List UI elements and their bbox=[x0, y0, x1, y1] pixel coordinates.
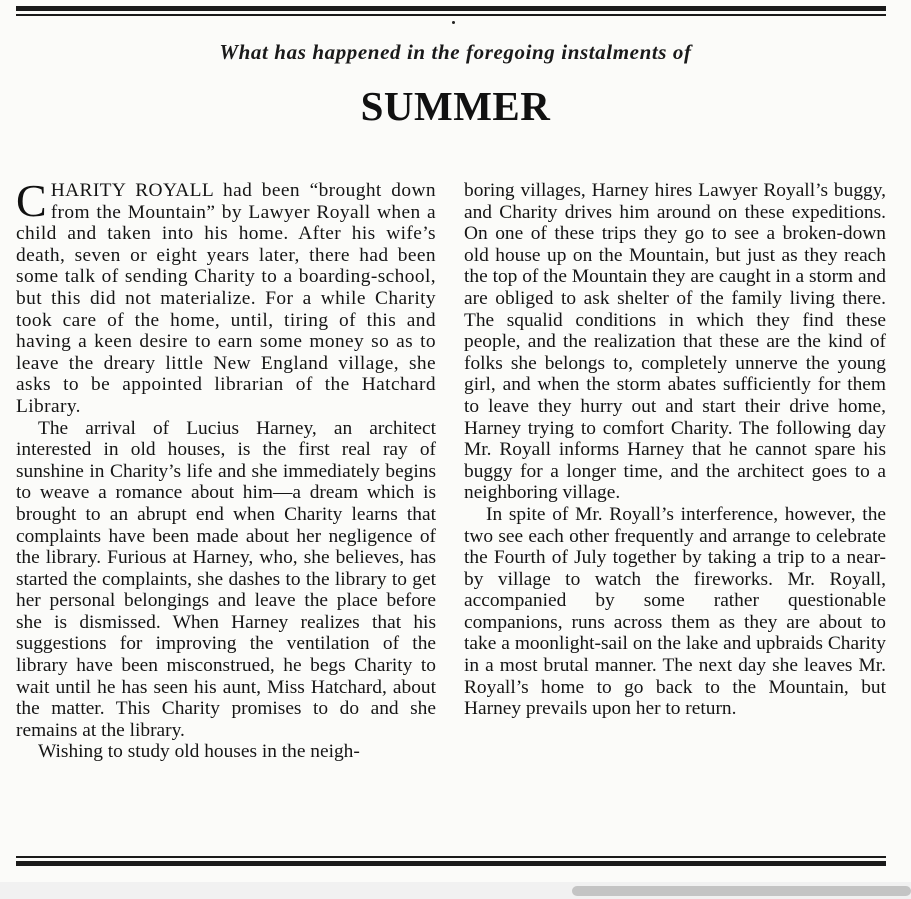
synopsis-kicker: What has happened in the foregoing instalments of bbox=[219, 40, 692, 64]
story-title: SUMMER bbox=[360, 83, 551, 129]
print-speck bbox=[452, 21, 455, 24]
paragraph-fourth-of-july: In spite of Mr. Royall’s interference, however, the two see each other frequently and arrange to celebrate the Fourth of July together by taking a trip to a near-by village to watch the fireworks. Mr. Royall, accompanied by some rather questionable companions, runs across them as they are about to take a moonlight-sail on the lake and upbraids Charity in a most brutal manner. The next day she leaves Mr. Royall’s home to go back to the Mountain, but Harney prevails upon her to return. bbox=[464, 503, 886, 720]
lead-paragraph bbox=[16, 175, 436, 418]
bottom-thick-rule bbox=[16, 861, 886, 866]
bottom-double-rule bbox=[16, 856, 886, 866]
paragraph-continuation: boring villages, Harney hires Lawyer Royall’s buggy, and Charity drives him around on these expeditions. On one of these trips they go to see a broken-down old house up on the Mountain, but just as they reach the top of the Mountain they are caught in a storm and are obliged to ask shelter of the family living there. The squalid conditions in which they find these people, and the realization that these are the kind of folks she belongs to, completely unnerve the young girl, and when the storm abates sufficiently for them to leave they hurry out and start their drive home, Harney trying to comfort Charity. The following day Mr. Royall informs Harney that he cannot spare his buggy for a longer time, and the architect goes to a neighboring village. bbox=[464, 180, 886, 504]
lead-text: HARITY ROYALL had been “brought down from the Mountain” by Lawyer Royall when a child and taken into his home. After his wife’s death, seven or eight years later, there had been some talk of sending Charity to a boarding-school, but this did not materialize. For a while Charity took care of the home, until, tiring of this and having a keen desire to earn some money so as to leave the dreary little New England village, she asks to be appointed librarian of the Hatchard Library. bbox=[16, 180, 436, 417]
bottom-thin-rule bbox=[16, 856, 886, 858]
top-thin-rule bbox=[16, 14, 886, 16]
left-column bbox=[16, 175, 436, 763]
right-column bbox=[464, 180, 886, 720]
top-thick-rule bbox=[16, 6, 886, 11]
drop-cap: C bbox=[16, 175, 47, 226]
paragraph-wishing: Wishing to study old houses in the neigh- bbox=[38, 741, 360, 763]
top-double-rule bbox=[16, 6, 886, 16]
paragraph-harney-arrival: The arrival of Lucius Harney, an architect interested in old houses, is the first real ray of sunshine in Charity’s life and she immediately begins to weave a romance about him—a dream which is brought to an abrupt end when Charity learns that complaints have been made about her negligence of the library. Furious at Harney, who, she believes, has started the complaints, she dashes to the library to get her personal belongings and leave the place before she is dismissed. When Harney realizes that his suggestions for improving the ventilation of the library have been misconstrued, he begs Charity to wait until he has seen his aunt, Miss Hatchard, about the matter. This Charity promises to do and she remains at the library. bbox=[16, 417, 436, 741]
horizontal-scrollbar-thumb[interactable] bbox=[572, 886, 911, 896]
